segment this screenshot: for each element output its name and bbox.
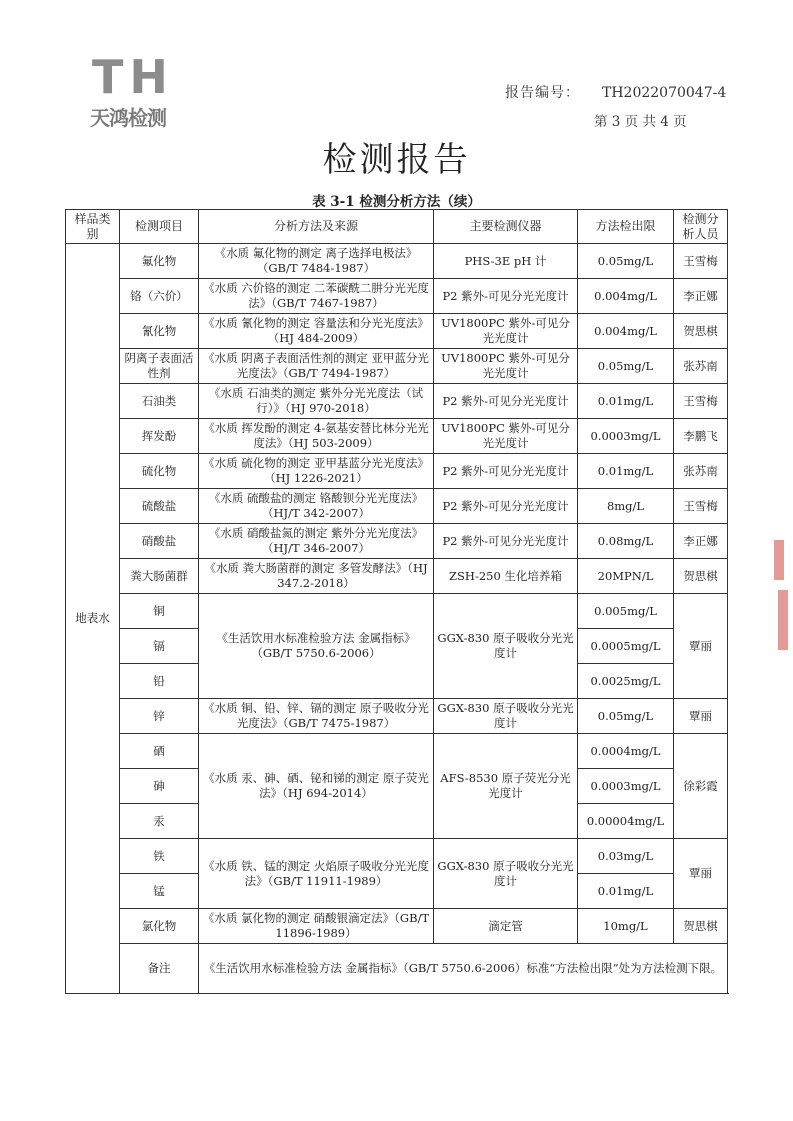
limit-cell: 20MPN/L — [578, 559, 674, 594]
limit-cell: 0.05mg/L — [578, 699, 674, 734]
header-method: 分析方法及来源 — [199, 210, 434, 244]
item-cell: 氯化物 — [120, 909, 199, 944]
limit-cell: 0.005mg/L — [578, 594, 674, 629]
item-cell: 砷 — [120, 769, 199, 804]
method-cell: 《水质 汞、砷、硒、铋和锑的测定 原子荧光法》（HJ 694-2014） — [199, 734, 434, 839]
item-cell: 硒 — [120, 734, 199, 769]
instrument-cell: GGX-830 原子吸收分光光度计 — [434, 839, 578, 909]
table-row — [66, 839, 728, 874]
table-row — [66, 384, 728, 419]
table-row — [66, 734, 728, 769]
analyst-cell: 张苏南 — [674, 454, 728, 489]
table-row — [66, 489, 728, 524]
table-row — [66, 909, 728, 944]
method-cell: 《水质 硝酸盐氮的测定 紫外分光光度法》（HJ/T 346-2007） — [199, 524, 434, 559]
item-cell: 锌 — [120, 699, 199, 734]
method-cell: 《水质 氟化物的测定 离子选择电极法》（GB/T 7484-1987） — [199, 244, 434, 279]
instrument-cell: P2 紫外-可见分光光度计 — [434, 489, 578, 524]
table-row — [66, 349, 728, 384]
item-cell: 硫化物 — [120, 454, 199, 489]
item-cell: 铁 — [120, 839, 199, 874]
method-cell: 《水质 铜、铅、锌、镉的测定 原子吸收分光光度法》（GB/T 7475-1987） — [199, 699, 434, 734]
limit-cell: 0.01mg/L — [578, 384, 674, 419]
item-cell: 硫酸盐 — [120, 489, 199, 524]
limit-cell: 0.0003mg/L — [578, 419, 674, 454]
company-logo — [88, 50, 208, 130]
analyst-cell: 张苏南 — [674, 349, 728, 384]
item-cell: 铅 — [120, 664, 199, 699]
method-cell: 《水质 硫酸盐的测定 铬酸钡分光光度法》（HJ/T 342-2007） — [199, 489, 434, 524]
method-cell: 《水质 铁、锰的测定 火焰原子吸收分光光度法》（GB/T 11911-1989） — [199, 839, 434, 909]
methods-table — [65, 209, 728, 994]
remark-text: 《生活饮用水标准检验方法 金属指标》（GB/T 5750.6-2006）标准“方法检出限”处为方法检测下限。 — [199, 944, 728, 994]
table-row — [66, 419, 728, 454]
method-cell: 《水质 氰化物的测定 容量法和分光光度法》（HJ 484-2009） — [199, 314, 434, 349]
item-cell: 汞 — [120, 804, 199, 839]
limit-cell: 0.004mg/L — [578, 279, 674, 314]
limit-cell: 0.05mg/L — [578, 244, 674, 279]
instrument-cell: GGX-830 原子吸收分光光度计 — [434, 594, 578, 699]
item-cell: 硝酸盐 — [120, 524, 199, 559]
limit-cell: 0.004mg/L — [578, 314, 674, 349]
instrument-cell: UV1800PC 紫外-可见分光光度计 — [434, 349, 578, 384]
instrument-cell: P2 紫外-可见分光光度计 — [434, 524, 578, 559]
table-row — [66, 454, 728, 489]
item-cell: 粪大肠菌群 — [120, 559, 199, 594]
table-row — [66, 244, 728, 279]
header-instrument: 主要检测仪器 — [434, 210, 578, 244]
instrument-cell: P2 紫外-可见分光光度计 — [434, 279, 578, 314]
analyst-cell: 覃丽 — [674, 839, 728, 909]
limit-cell: 8mg/L — [578, 489, 674, 524]
table-caption: 表 3-1 检测分析方法（续） — [312, 194, 481, 210]
page-info: 第 3 页 共 4 页 — [594, 114, 687, 130]
item-cell: 阴离子表面活性剂 — [120, 349, 199, 384]
report-number — [505, 82, 726, 102]
logo-th-text: TH — [92, 50, 174, 104]
item-cell: 挥发酚 — [120, 419, 199, 454]
item-cell: 氰化物 — [120, 314, 199, 349]
edge-stamp-mark — [774, 540, 784, 580]
item-cell: 锰 — [120, 874, 199, 909]
instrument-cell: UV1800PC 紫外-可见分光光度计 — [434, 314, 578, 349]
report-number-label: 报告编号： — [505, 85, 580, 101]
sample-type-cell: 地表水 — [66, 244, 120, 994]
page-title: 检测报告 — [322, 140, 471, 180]
header-limit: 方法检出限 — [578, 210, 674, 244]
instrument-cell: P2 紫外-可见分光光度计 — [434, 384, 578, 419]
method-cell: 《水质 石油类的测定 紫外分光光度法（试行）》（HJ 970-2018） — [199, 384, 434, 419]
analyst-cell: 徐彩霞 — [674, 734, 728, 839]
method-cell: 《生活饮用水标准检验方法 金属指标》（GB/T 5750.6-2006） — [199, 594, 434, 699]
table-row — [66, 314, 728, 349]
instrument-cell: P2 紫外-可见分光光度计 — [434, 454, 578, 489]
header-sample-type: 样品类别 — [66, 210, 120, 244]
instrument-cell: 滴定管 — [434, 909, 578, 944]
item-cell: 镉 — [120, 629, 199, 664]
limit-cell: 0.08mg/L — [578, 524, 674, 559]
analyst-cell: 王雪梅 — [674, 384, 728, 419]
analyst-cell: 王雪梅 — [674, 489, 728, 524]
table-header-row — [66, 210, 728, 244]
remark-row — [66, 944, 728, 994]
item-cell: 铬（六价） — [120, 279, 199, 314]
table-row — [66, 594, 728, 629]
analyst-cell: 贺思棋 — [674, 909, 728, 944]
instrument-cell: ZSH-250 生化培养箱 — [434, 559, 578, 594]
report-number-value: TH2022070047-4 — [602, 85, 727, 101]
item-cell: 石油类 — [120, 384, 199, 419]
analyst-cell: 李正娜 — [674, 524, 728, 559]
instrument-cell: AFS-8530 原子荧光分光光度计 — [434, 734, 578, 839]
limit-cell: 0.01mg/L — [578, 874, 674, 909]
analyst-cell: 王雪梅 — [674, 244, 728, 279]
table-row — [66, 524, 728, 559]
item-cell: 铜 — [120, 594, 199, 629]
method-cell: 《水质 阴离子表面活性剂的测定 亚甲蓝分光光度法》（GB/T 7494-1987） — [199, 349, 434, 384]
table-row — [66, 699, 728, 734]
edge-stamp-mark — [778, 590, 788, 650]
logo-company-name: 天鸿检测 — [90, 106, 166, 130]
limit-cell: 0.03mg/L — [578, 839, 674, 874]
analyst-cell: 覃丽 — [674, 594, 728, 699]
table-row — [66, 559, 728, 594]
item-cell: 氟化物 — [120, 244, 199, 279]
method-cell: 《水质 氯化物的测定 硝酸银滴定法》（GB/T 11896-1989） — [199, 909, 434, 944]
instrument-cell: GGX-830 原子吸收分光光度计 — [434, 699, 578, 734]
remark-label: 备注 — [120, 944, 199, 994]
analyst-cell: 贺思棋 — [674, 314, 728, 349]
limit-cell: 0.01mg/L — [578, 454, 674, 489]
limit-cell: 10mg/L — [578, 909, 674, 944]
limit-cell: 0.0025mg/L — [578, 664, 674, 699]
table-row — [66, 279, 728, 314]
method-cell: 《水质 粪大肠菌群的测定 多管发酵法》（HJ 347.2-2018） — [199, 559, 434, 594]
analyst-cell: 覃丽 — [674, 699, 728, 734]
limit-cell: 0.00004mg/L — [578, 804, 674, 839]
header-item: 检测项目 — [120, 210, 199, 244]
limit-cell: 0.0003mg/L — [578, 769, 674, 804]
analyst-cell: 李鹏飞 — [674, 419, 728, 454]
limit-cell: 0.05mg/L — [578, 349, 674, 384]
header-analyst: 检测分析人员 — [674, 210, 728, 244]
limit-cell: 0.0004mg/L — [578, 734, 674, 769]
limit-cell: 0.0005mg/L — [578, 629, 674, 664]
analyst-cell: 李正娜 — [674, 279, 728, 314]
method-cell: 《水质 六价铬的测定 二苯碳酰二肼分光光度法》（GB/T 7467-1987） — [199, 279, 434, 314]
method-cell: 《水质 挥发酚的测定 4-氨基安替比林分光光度法》（HJ 503-2009） — [199, 419, 434, 454]
instrument-cell: PHS-3E pH 计 — [434, 244, 578, 279]
instrument-cell: UV1800PC 紫外-可见分光光度计 — [434, 419, 578, 454]
analyst-cell: 贺思棋 — [674, 559, 728, 594]
method-cell: 《水质 硫化物的测定 亚甲基蓝分光光度法》（HJ 1226-2021） — [199, 454, 434, 489]
